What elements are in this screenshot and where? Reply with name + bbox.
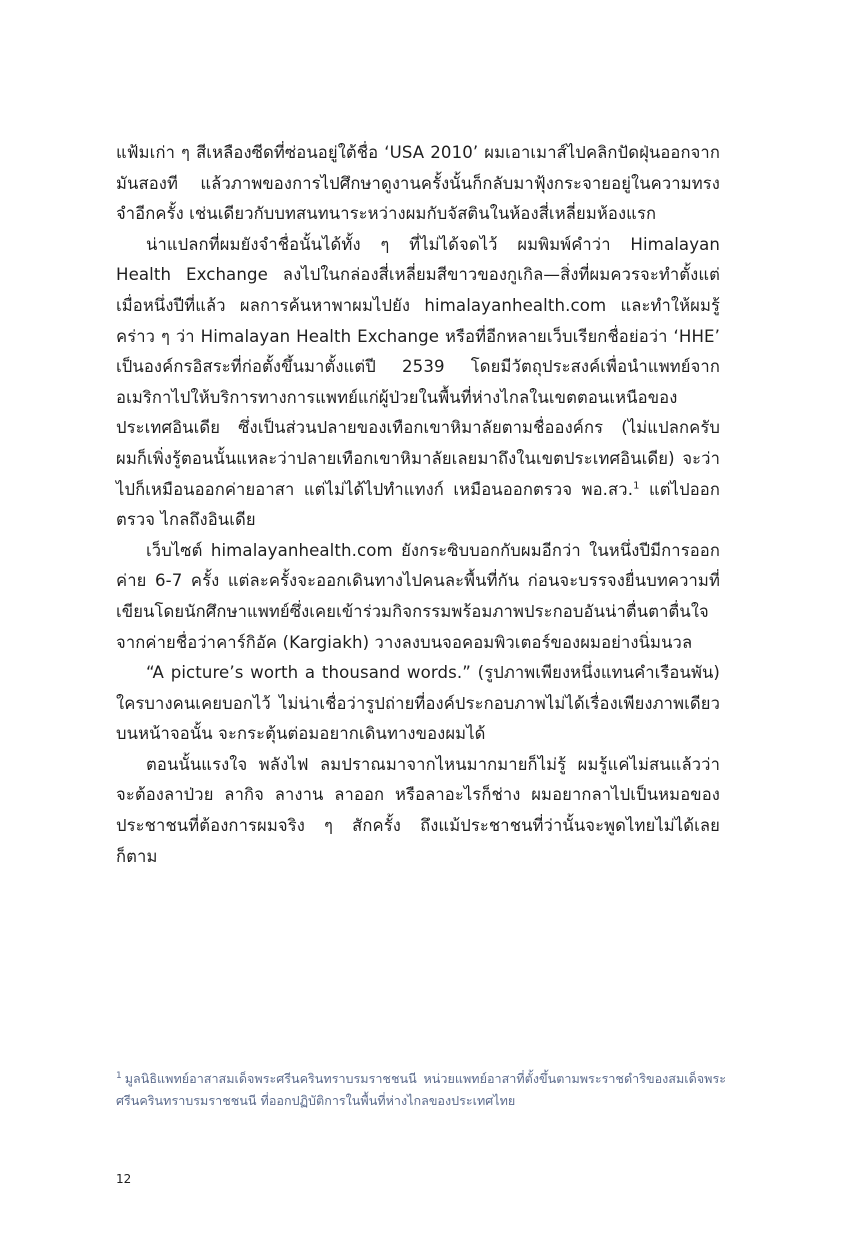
footnote-mark: 1 <box>116 1070 122 1081</box>
paragraph-5: ตอนนั้นแรงใจ พลังไฟ ลมปราณมาจากไหนมากมายก็ไม่รู้ ผมรู้แค่ไม่สนแล้วว่าจะต้องลาป่วย ลากิจ ลางาน ลาออก หรือลาอะไรก็ช่าง ผมอยากลาไปเป็นหมอของประชาชนที่ต้องการผมจริง ๆ สักครั้ง ถึงแม้ประชาชนที่ว่านั้นจะพูดไทยไม่ได้เลยก็ตาม <box>116 754 720 866</box>
footnote-reference: 1 <box>633 480 640 491</box>
body-text <box>116 138 720 872</box>
paragraph-2-tail: แต่ไปออกตรวจ <box>116 479 721 530</box>
paragraph-4: “A picture’s worth a thousand words.” (รูปภาพเพียงหนึ่งแทนคำเรือนพัน) ใครบางคนเคยบอกไว้ ไม่น่าเชื่อว่ารูปถ่ายที่องค์ประกอบภาพไม่ได้เรื่องเพียงภาพเดียวบนหน้าจอนั้น จะกระตุ้นต่อมอยากเดินทางของผมได้ <box>116 663 720 744</box>
paragraph-2 <box>116 230 720 536</box>
paragraph-2-text: น่าแปลกที่ผมยังจำชื่อนั้นได้ทั้ง ๆ ที่ไม่ได้จดไว้ ผมพิมพ์คำว่า Himalayan Health Exchange ลงไปในกล่องสี่เหลี่ยมสีขาวของกูเกิล—สิ่งที่ผมควรจะทำตั้งแต่เมื่อหนึ่งปีที่แล้ว ผลการค้นหาพาผมไปยัง himalayanhealth.com และทำให้ผมรู้คร่าว ๆ ว่า Himalayan Health Exchange หรือที่อีกหลายเว็บเรียกชื่อย่อว่า ‘HHE’ เป็นองค์กรอิสระที่ก่อตั้งขึ้นมาตั้งแต่ปี 2539 โดยมีวัตถุประสงค์เพื่อนำแพทย์จากอเมริกาไปให้บริการทางการแพทย์แก่ผู้ป่วยในพื้นที่ห่างไกลในเขตตอนเหนือของประเทศอินเดีย ซึ่งเป็นส่วนปลายของเทือกเขาหิมาลัยตามชื่อองค์กร (ไม่แปลกครับ ผมก็เพิ่งรู้ตอนนั้นแหละว่าปลายเทือกเขาหิมาลัยเลยมาถึงในเขตประเทศอินเดีย) จะว่าไปก็เหมือนออกค่ายอาสา แต่ไม่ได้ไปทำแทงก์ เหมือนออกตรวจ พอ.สว. <box>116 234 720 499</box>
footnote <box>116 1068 726 1112</box>
page-number: 12 <box>116 1172 132 1186</box>
paragraph-1: แฟ้มเก่า ๆ สีเหลืองซีดที่ซ่อนอยู่ใต้ชื่อ ‘USA 2010’ ผมเอาเมาส์ไปคลิกปัดฝุ่นออกจากมันสองที แล้วภาพของการไปศึกษาดูงานครั้งนั้นก็กลับมาฟุ้งกระจายอยู่ในความทรงจำอีกครั้ง เช่นเดียวกับบทสนทนาระหว่างผมกับจัสตินในห้องสี่เหลี่ยมห้องแรก <box>116 143 720 224</box>
paragraph-2-continuation: ไกลถึงอินเดีย <box>160 510 256 530</box>
paragraph-3: เว็บไซต์ himalayanhealth.com ยังกระซิบบอกกับผมอีกว่า ในหนึ่งปีมีการออกค่าย 6-7 ครั้ง แต่ละครั้งจะออกเดินทางไปคนละพื้นที่กัน ก่อนจะบรรจงยื่นบทความที่เขียนโดยนักศึกษาแพทย์ซึ่งเคยเข้าร่วมกิจกรรมพร้อมภาพประกอบอันน่าตื่นตาตื่นใจจากค่ายชื่อว่าคาร์กิอัค (Kargiakh) วางลงบนจอคอมพิวเตอร์ของผมอย่างนิ่มนวล <box>116 540 720 652</box>
footnote-text: มูลนิธิแพทย์อาสาสมเด็จพระศรีนครินทราบรมราชชนนี หน่วยแพทย์อาสาที่ตั้งขึ้นตามพระราชดำริของสมเด็จพระศรีนครินทราบรมราชชนนี ที่ออกปฏิบัติการในพื้นที่ห่างไกลของประเทศไทย <box>116 1071 726 1108</box>
